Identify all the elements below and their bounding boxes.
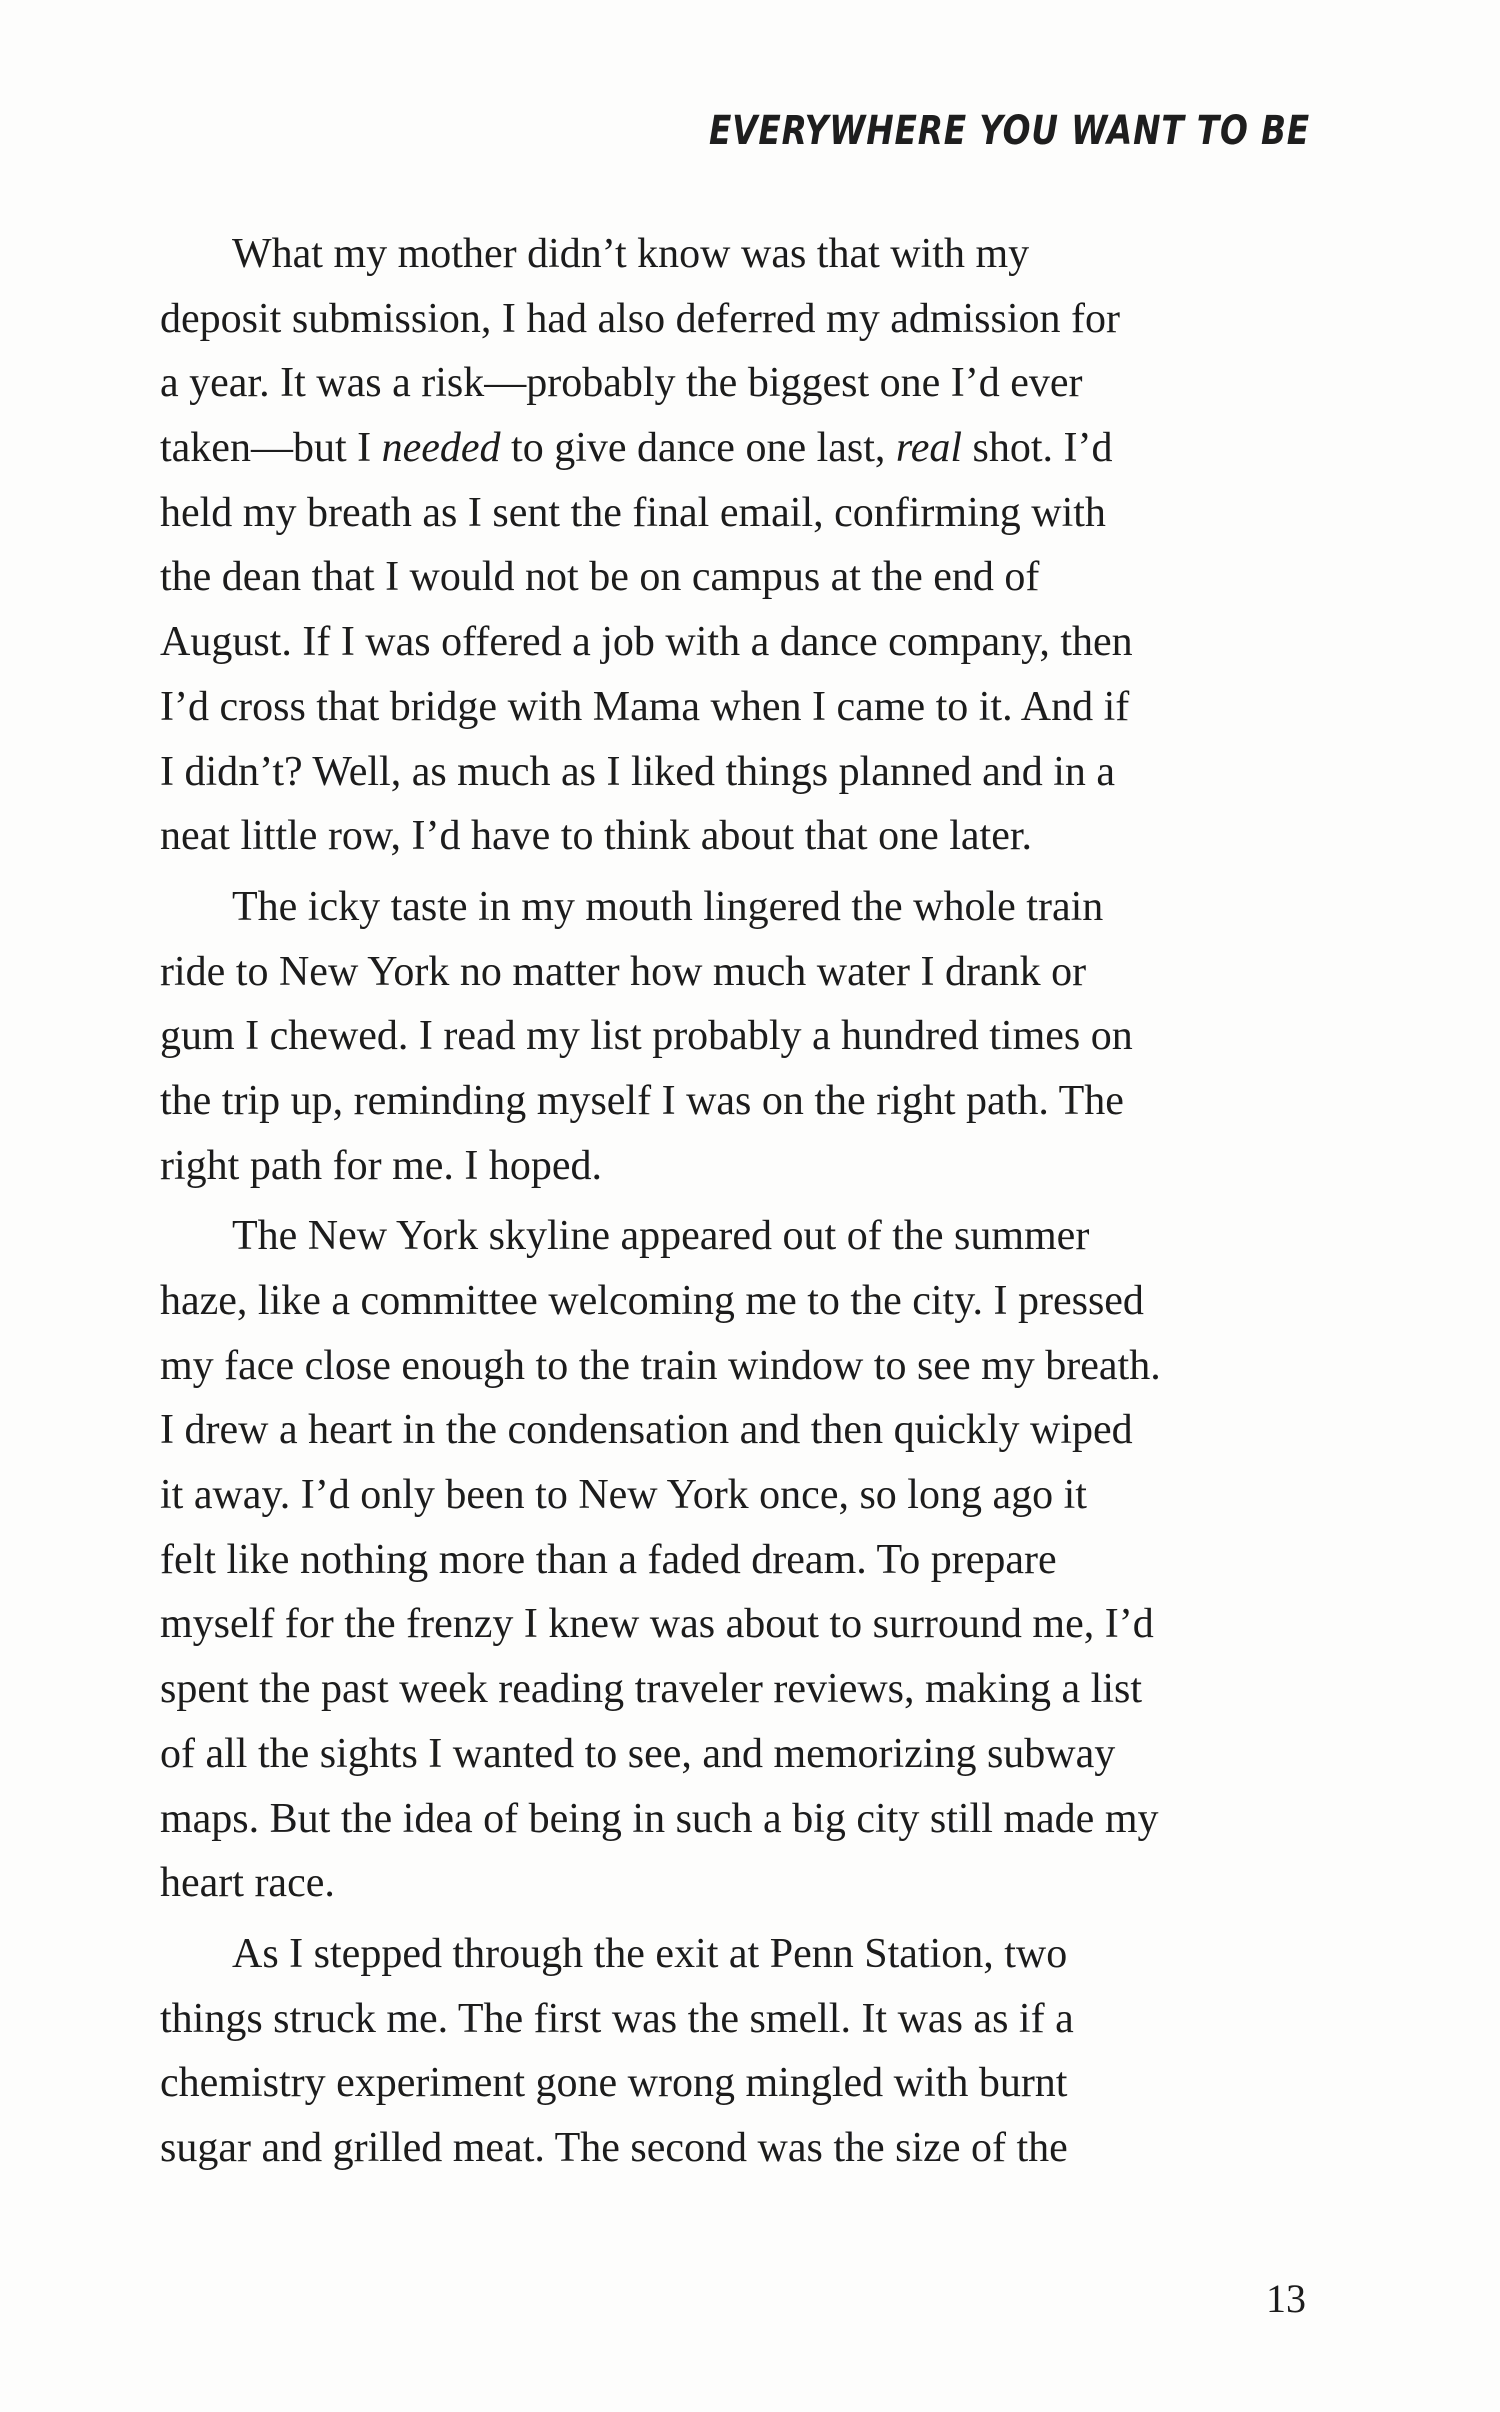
text-line [160, 287, 1320, 352]
text-run: of all the sights I wanted to see, and memorizing subway [160, 1730, 1116, 1777]
text-line [160, 1657, 1320, 1722]
text-line [160, 1269, 1320, 1334]
text-line [160, 545, 1320, 610]
text-line [160, 1463, 1320, 1528]
text-line [160, 2116, 1320, 2181]
text-line [160, 1592, 1320, 1657]
paragraph [160, 1204, 1320, 1916]
text-run: spent the past week reading traveler reviews, making a list [160, 1666, 1142, 1713]
paragraph [160, 1922, 1320, 2181]
text-line [160, 416, 1320, 481]
text-line [160, 481, 1320, 546]
text-run: to give dance one last, [500, 425, 896, 472]
text-run: heart race. [160, 1860, 335, 1907]
text-run: things struck me. The first was the smell. It was as if a [160, 1995, 1074, 2042]
text-run: held my breath as I sent the final email, confirming with [160, 489, 1106, 536]
text-line [160, 1134, 1320, 1199]
page-number: 13 [1266, 2276, 1306, 2321]
text-run: it away. I’d only been to New York once, so long ago it [160, 1472, 1087, 1519]
italic-text: real [895, 425, 963, 472]
paragraph [160, 222, 1320, 869]
text-line [160, 1528, 1320, 1593]
text-run: my face close enough to the train window to see my breath. [160, 1342, 1161, 1389]
text-line [160, 1069, 1320, 1134]
text-line [160, 675, 1320, 740]
text-run: haze, like a committee welcoming me to the city. I pressed [160, 1278, 1144, 1324]
text-run: felt like nothing more than a faded dream. To prepare [160, 1536, 1057, 1583]
text-line [160, 2051, 1320, 2116]
text-run: myself for the frenzy I knew was about to surround me, I’d [160, 1601, 1154, 1648]
text-line [160, 804, 1320, 869]
text-run: deposit submission, I had also deferred my admission for [160, 295, 1121, 342]
paragraph [160, 875, 1320, 1198]
text-run: a year. It was a risk—probably the biggest one I’d ever [160, 360, 1083, 407]
text-line [160, 1204, 1320, 1269]
italic-text: needed [381, 425, 501, 472]
text-line [160, 1722, 1320, 1787]
text-run: I didn’t? Well, as much as I liked things planned and in a [160, 748, 1116, 795]
text-run: I drew a heart in the condensation and then quickly wiped [160, 1407, 1133, 1454]
text-line [160, 1987, 1320, 2052]
text-run: August. If I was offered a job with a dance company, then [160, 619, 1133, 666]
text-run: chemistry experiment gone wrong mingled with burnt [160, 2060, 1068, 2107]
text-line [160, 222, 1320, 287]
text-run: As I stepped through the exit at Penn Station, two [232, 1930, 1068, 1977]
text-line [160, 1851, 1320, 1916]
text-line [160, 875, 1320, 940]
text-run: The New York skyline appeared out of the summer [232, 1213, 1090, 1260]
text-run: neat little row, I’d have to think about that one later. [160, 813, 1033, 860]
text-run: gum I chewed. I read my list probably a hundred times on [160, 1013, 1133, 1060]
body-text [160, 222, 1320, 2181]
text-run: ride to New York no matter how much water I drank or [160, 948, 1087, 995]
text-run: What my mother didn’t know was that with my [232, 231, 1030, 277]
text-run: I’d cross that bridge with Mama when I came to it. And if [160, 683, 1130, 730]
text-run: right path for me. I hoped. [160, 1142, 603, 1189]
text-run: taken—but I [160, 425, 382, 472]
text-run: maps. But the idea of being in such a big city still made my [160, 1795, 1159, 1842]
text-line [160, 1004, 1320, 1069]
text-run: the dean that I would not be on campus at the end of [160, 554, 1040, 601]
text-line [160, 610, 1320, 675]
text-line [160, 940, 1320, 1005]
running-head: EVERYWHERE YOU WANT TO BE [708, 108, 1310, 154]
text-run: shot. I’d [962, 425, 1113, 472]
text-line [160, 1922, 1320, 1987]
text-line [160, 740, 1320, 805]
text-run: the trip up, reminding myself I was on the right path. The [160, 1077, 1124, 1124]
text-line [160, 1398, 1320, 1463]
text-line [160, 1787, 1320, 1852]
text-line [160, 1334, 1320, 1399]
text-line [160, 351, 1320, 416]
text-run: The icky taste in my mouth lingered the whole train [232, 883, 1104, 930]
text-run: sugar and grilled meat. The second was the size of the [160, 2124, 1068, 2171]
